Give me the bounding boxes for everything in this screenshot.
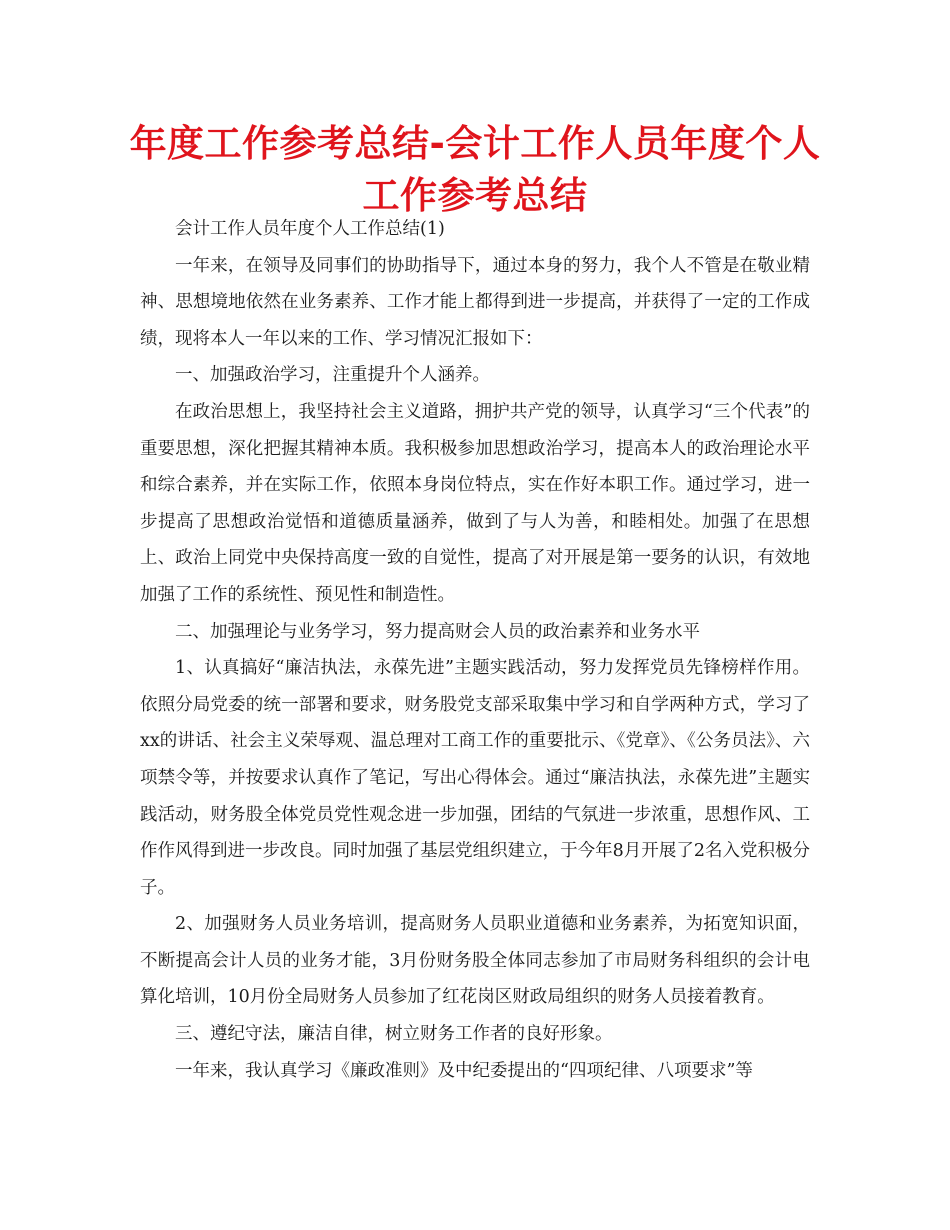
intro-paragraph: 一年来，在领导及同事们的协助指导下，通过本身的努力，我个人不管是在敬业精神、思想境地依然在业务素养、工作才能上都得到进一步提高，并获得了一定的工作成绩，现将本人一年以来的工作、学习情况汇报如下：: [140, 255, 810, 349]
body-paragraph: 在政治思想上，我坚持社会主义道路，拥护共产党的领导，认真学习“三个代表”的重要思想，深化把握其精神本质。我积极参加思想政治学习，提高本人的政治理论水平和综合素养，并在实际工作，依照本身岗位特点，实在作好本职工作。通过学习，进一步提高了思想政治觉悟和道德质量涵养，做到了与人为善，和睦相处。加强了在思想上、政治上同党中央保持高度一致的自觉性，提高了对开展是第一要务的认识，有效地加强了工作的系统性、预见性和制造性。: [140, 401, 810, 605]
subtitle-paragraph: 会计工作人员年度个人工作总结(1): [175, 219, 445, 239]
section-heading-1: 一、加强政治学习，注重提升个人涵养。: [175, 365, 490, 386]
body-paragraph: 一年来，我认真学习《廉政准则》及中纪委提出的“四项纪律、八项要求”等: [175, 1060, 753, 1081]
document-title: 年度工作参考总结-会计工作人员年度个人工作参考总结: [129, 122, 821, 217]
body-paragraph: 1、认真搞好“廉洁执法，永葆先进”主题实践活动，努力发挥党员先锋榜样作用。依照分局党委的统一部署和要求，财务股党支部采取集中学习和自学两种方式，学习了xx的讲话、社会主义荣辱观、温总理对工商工作的重要批示、《党章》、《公务员法》、六项禁令等，并按要求认真作了笔记，写出心得体会。通过“廉洁执法，永葆先进”主题实践活动，财务股全体党员党性观念进一步加强，团结的气氛进一步浓重，思想作风、工作作风得到进一步改良。同时加强了基层党组织建立，于今年8月开展了2名入党积极分子。: [140, 658, 810, 898]
section-heading-3: 三、遵纪守法，廉洁自律，树立财务工作者的良好形象。: [175, 1024, 613, 1045]
section-heading-2: 二、加强理论与业务学习，努力提高财会人员的政治素养和业务水平: [175, 621, 700, 642]
document-body: [140, 211, 810, 1089]
body-paragraph: 2、加强财务人员业务培训，提高财务人员职业道德和业务素养，为拓宽知识面，不断提高会计人员的业务才能，3月份财务股全体同志参加了市局财务科组织的会计电算化培训，10月份全局财务人员参加了红花岗区财政局组织的财务人员接着教育。: [140, 914, 810, 1008]
